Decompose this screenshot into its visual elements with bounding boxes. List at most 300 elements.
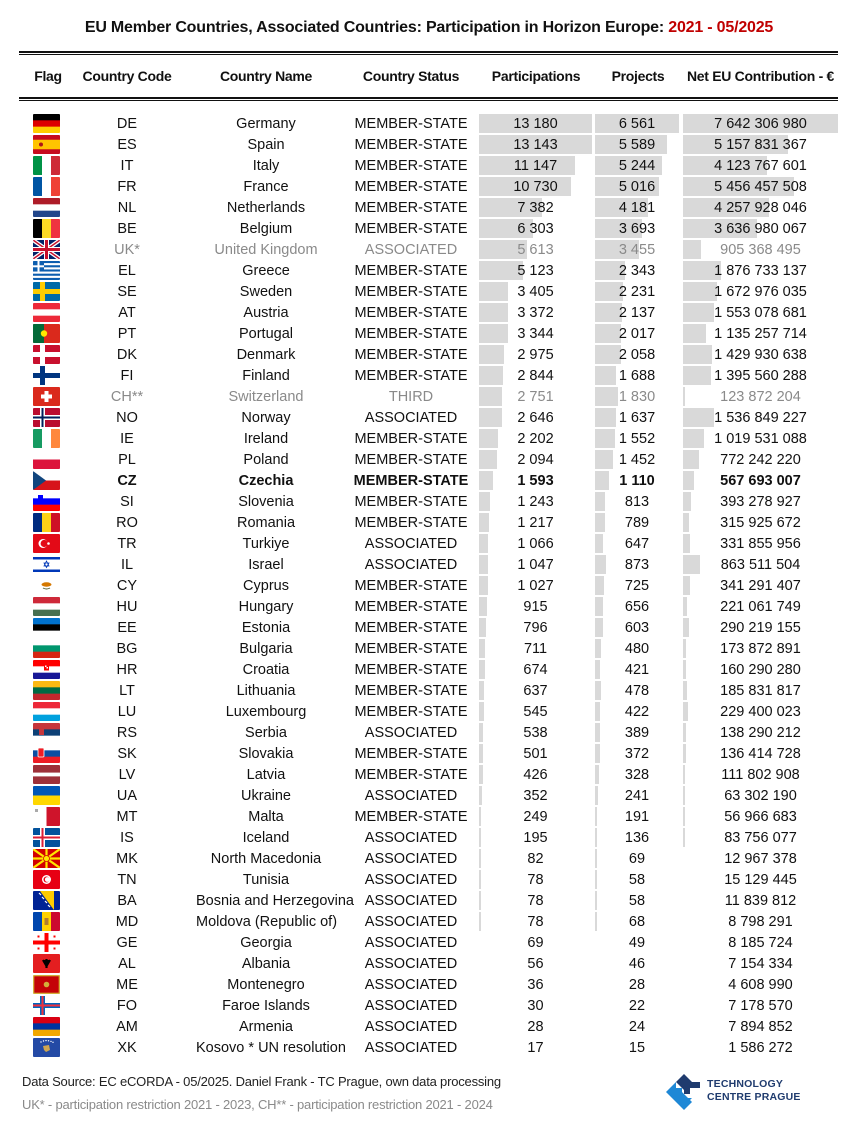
table-row: [0, 281, 858, 302]
contribution-value: 15 129 445: [724, 872, 797, 888]
country-code: AL: [118, 956, 136, 972]
participations-value: 426: [523, 767, 548, 783]
table-row: [0, 680, 858, 701]
contribution-value: 5 456 457 508: [714, 179, 807, 195]
contribution-value: 1 429 930 638: [714, 347, 807, 363]
table-row: [0, 1037, 858, 1058]
participations-value: 1 047: [517, 557, 554, 573]
contribution-value: 3 636 980 067: [714, 221, 807, 237]
participations-value: 5 123: [517, 263, 554, 279]
contribution-value: 1 536 849 227: [714, 410, 807, 426]
contribution-value: 160 290 280: [720, 662, 801, 678]
table-row: [0, 764, 858, 785]
table-row: [0, 470, 858, 491]
projects-value: 656: [624, 599, 650, 615]
country-code: PT: [117, 326, 137, 342]
flag-icon-me: [33, 975, 60, 994]
contribution-value: 56 966 683: [724, 809, 797, 825]
logo-line-1: TECHNOLOGY: [707, 1078, 784, 1090]
country-code: CH**: [110, 389, 144, 405]
country-code: NL: [117, 200, 137, 216]
participations-value: 195: [523, 830, 548, 846]
projects-value: 4 181: [618, 200, 656, 216]
country-status: MEMBER-STATE: [354, 305, 468, 321]
country-code: TR: [117, 536, 137, 552]
participations-value: 28: [527, 1019, 544, 1035]
participations-value: 78: [527, 914, 544, 930]
flag-icon-dk: [33, 345, 60, 364]
projects-value: 28: [628, 977, 646, 993]
country-status: MEMBER-STATE: [354, 704, 468, 720]
country-name: Malta: [248, 809, 284, 825]
country-code: CY: [116, 578, 138, 594]
table-row: [0, 806, 858, 827]
contribution-value: 772 242 220: [720, 452, 801, 468]
table-row: [0, 638, 858, 659]
country-status: MEMBER-STATE: [354, 809, 468, 825]
participations-value: 6 303: [517, 221, 554, 237]
flag-icon-be: [33, 219, 60, 238]
contribution-value: 5 157 831 367: [714, 137, 807, 153]
country-name: Luxembourg: [225, 704, 307, 720]
country-name: Turkiye: [242, 536, 290, 552]
contribution-value: 12 967 378: [724, 851, 797, 867]
table-row: [0, 239, 858, 260]
country-name: Bulgaria: [239, 641, 293, 657]
table-row: [0, 701, 858, 722]
projects-value: 3 693: [618, 221, 656, 237]
contribution-value: 341 291 407: [720, 578, 801, 594]
projects-value: 2 137: [618, 305, 656, 321]
country-status: ASSOCIATED: [364, 935, 458, 951]
table-row: [0, 365, 858, 386]
flag-icon-md: [33, 912, 60, 931]
participations-value: 545: [523, 704, 548, 720]
table-row: [0, 197, 858, 218]
country-status: MEMBER-STATE: [354, 431, 468, 447]
projects-value: 24: [628, 1019, 646, 1035]
country-status: MEMBER-STATE: [354, 599, 468, 615]
country-code: SI: [120, 494, 134, 510]
projects-value: 389: [624, 725, 650, 741]
flag-icon-is: [33, 828, 60, 847]
country-code: PL: [118, 452, 136, 468]
participations-value: 78: [527, 872, 544, 888]
flag-icon-fi: [33, 366, 60, 385]
participations-value: 10 730: [513, 179, 558, 195]
country-name: Portugal: [238, 326, 293, 342]
projects-value: 725: [624, 578, 650, 594]
table-row: [0, 848, 858, 869]
country-code: EE: [117, 620, 137, 636]
participations-value: 2 202: [517, 431, 554, 447]
participations-value: 915: [523, 599, 548, 615]
column-header-code: Country Code: [82, 68, 172, 84]
table-row: [0, 155, 858, 176]
country-status: ASSOCIATED: [364, 1019, 458, 1035]
country-name: Sweden: [239, 284, 293, 300]
country-code: FR: [117, 179, 137, 195]
data-source-note: Data Source: EC eCORDA - 05/2025. Daniel Frank - TC Prague, own data processing: [22, 1074, 501, 1089]
country-code: BE: [117, 221, 137, 237]
table-row: [0, 407, 858, 428]
country-status: MEMBER-STATE: [354, 662, 468, 678]
flag-icon-lu: [33, 702, 60, 721]
projects-value: 2 343: [618, 263, 656, 279]
header-top-rule: [19, 51, 838, 53]
projects-value: 6 561: [618, 116, 656, 132]
country-status: ASSOCIATED: [364, 410, 458, 426]
projects-value: 136: [624, 830, 650, 846]
country-name: Switzerland: [228, 389, 304, 405]
country-name: United Kingdom: [214, 242, 318, 258]
projects-value: 49: [628, 935, 646, 951]
flag-icon-il: [33, 555, 60, 574]
country-name: France: [243, 179, 289, 195]
participations-value: 796: [523, 620, 548, 636]
participations-value: 249: [523, 809, 548, 825]
contribution-value: 7 894 852: [728, 1019, 793, 1035]
flag-icon-mk: [33, 849, 60, 868]
country-status: MEMBER-STATE: [354, 200, 468, 216]
country-status: MEMBER-STATE: [354, 683, 468, 699]
table-row: [0, 512, 858, 533]
country-name: Netherlands: [226, 200, 306, 216]
contribution-value: 4 257 928 046: [714, 200, 807, 216]
flag-icon-sk: [33, 744, 60, 763]
flag-icon-bg: [33, 639, 60, 658]
country-code: IL: [120, 557, 134, 573]
country-status: MEMBER-STATE: [354, 326, 468, 342]
participations-value: 352: [523, 788, 548, 804]
projects-value: 480: [624, 641, 650, 657]
country-status: MEMBER-STATE: [354, 221, 468, 237]
contribution-value: 4 608 990: [728, 977, 793, 993]
participations-value: 3 372: [517, 305, 554, 321]
contribution-value: 221 061 749: [720, 599, 801, 615]
country-table: [0, 113, 858, 1058]
country-code: MD: [115, 914, 139, 930]
contribution-value: 7 178 570: [728, 998, 793, 1014]
column-header-contribution: Net EU Contribution - €: [686, 68, 835, 84]
participations-value: 7 382: [517, 200, 554, 216]
country-name: Romania: [236, 515, 296, 531]
country-status: MEMBER-STATE: [354, 641, 468, 657]
country-name: Moldova (Republic of): [196, 914, 338, 930]
country-code: RO: [116, 515, 138, 531]
country-code: GE: [116, 935, 138, 951]
contribution-value: 1 553 078 681: [714, 305, 807, 321]
table-row: [0, 113, 858, 134]
flag-icon-mt: [33, 807, 60, 826]
header-top-rule-thin: [19, 54, 838, 55]
participations-value: 11 147: [513, 158, 558, 174]
contribution-value: 1 395 560 288: [714, 368, 807, 384]
country-code: HR: [116, 662, 138, 678]
contribution-value: 393 278 927: [720, 494, 801, 510]
country-code: IS: [120, 830, 134, 846]
participations-value: 674: [523, 662, 548, 678]
country-code: SK: [117, 746, 137, 762]
country-code: EL: [118, 263, 136, 279]
projects-value: 2 058: [618, 347, 656, 363]
country-status: MEMBER-STATE: [354, 767, 468, 783]
country-code: LT: [119, 683, 135, 699]
flag-icon-ba: [33, 891, 60, 910]
participations-value: 2 094: [517, 452, 554, 468]
country-status: ASSOCIATED: [364, 536, 458, 552]
country-status: ASSOCIATED: [364, 998, 458, 1014]
table-row: [0, 974, 858, 995]
table-row: [0, 869, 858, 890]
table-row: [0, 659, 858, 680]
participations-value: 3 344: [517, 326, 554, 342]
contribution-value: 315 925 672: [720, 515, 801, 531]
table-row: [0, 722, 858, 743]
title-period: 2021 - 05/2025: [668, 19, 774, 36]
table-row: [0, 134, 858, 155]
country-code: IT: [120, 158, 134, 174]
table-row: [0, 1016, 858, 1037]
country-name: Serbia: [245, 725, 287, 741]
participations-value: 78: [527, 893, 544, 909]
flag-icon-pt: [33, 324, 60, 343]
flag-icon-el: [33, 261, 60, 280]
country-code: NO: [116, 410, 138, 426]
country-status: MEMBER-STATE: [354, 452, 468, 468]
participations-value: 69: [527, 935, 544, 951]
column-header-status: Country Status: [362, 68, 460, 84]
participations-value: 30: [527, 998, 544, 1014]
contribution-value: 567 693 007: [720, 473, 801, 489]
table-row: [0, 932, 858, 953]
country-name: Norway: [241, 410, 291, 426]
table-row: [0, 953, 858, 974]
country-code: BG: [116, 641, 138, 657]
country-status: ASSOCIATED: [364, 851, 458, 867]
country-name: Belgium: [239, 221, 293, 237]
country-name: Tunisia: [242, 872, 290, 888]
country-code: FO: [116, 998, 138, 1014]
country-name: Germany: [236, 116, 296, 132]
country-status: ASSOCIATED: [364, 557, 458, 573]
table-row: [0, 428, 858, 449]
participations-value: 637: [523, 683, 548, 699]
participations-value: 2 751: [517, 389, 554, 405]
country-name: Bosnia and Herzegovina: [196, 893, 354, 909]
projects-value: 1 110: [619, 473, 655, 489]
flag-icon-ua: [33, 786, 60, 805]
flag-icon-se: [33, 282, 60, 301]
country-code: IE: [120, 431, 134, 447]
country-name: Cyprus: [243, 578, 289, 594]
restriction-note: UK* - participation restriction 2021 - 2023, CH** - participation restriction 2021 - 2024: [22, 1097, 493, 1112]
flag-icon-cy: [33, 576, 60, 595]
contribution-value: 1 876 733 137: [714, 263, 807, 279]
country-name: Poland: [243, 452, 289, 468]
projects-value: 1 688: [618, 368, 656, 384]
column-header-name: Country Name: [219, 68, 313, 84]
projects-value: 2 017: [618, 326, 656, 342]
flag-icon-rs: [33, 723, 60, 742]
flag-icon-fr: [33, 177, 60, 196]
flag-icon-it: [33, 156, 60, 175]
country-code: CZ: [117, 473, 137, 489]
contribution-value: 83 756 077: [724, 830, 797, 846]
flag-icon-ch: [33, 387, 60, 406]
participations-value: 1 593: [517, 473, 554, 489]
table-row: [0, 890, 858, 911]
flag-icon-hu: [33, 597, 60, 616]
table-row: [0, 554, 858, 575]
country-code: DE: [116, 116, 138, 132]
country-code: UK*: [114, 242, 140, 258]
country-name: Georgia: [240, 935, 292, 951]
projects-value: 421: [624, 662, 650, 678]
flag-icon-cz: [33, 471, 60, 490]
country-status: MEMBER-STATE: [354, 746, 468, 762]
participations-value: 13 180: [513, 116, 558, 132]
table-row: [0, 449, 858, 470]
flag-icon-fo: [33, 996, 60, 1015]
country-status: MEMBER-STATE: [354, 347, 468, 363]
country-status: ASSOCIATED: [364, 872, 458, 888]
country-name: Finland: [242, 368, 290, 384]
participations-value: 2 646: [517, 410, 554, 426]
contribution-value: 185 831 817: [720, 683, 801, 699]
flag-icon-ro: [33, 513, 60, 532]
flag-icon-pl: [33, 450, 60, 469]
country-name: Italy: [252, 158, 280, 174]
country-code: TN: [117, 872, 137, 888]
table-row: [0, 386, 858, 407]
projects-value: 191: [624, 809, 650, 825]
contribution-value: 138 290 212: [720, 725, 801, 741]
contribution-value: 173 872 891: [720, 641, 801, 657]
country-name: Albania: [241, 956, 291, 972]
table-row: [0, 218, 858, 239]
flag-icon-ie: [33, 429, 60, 448]
column-header-participations: Participations: [491, 68, 581, 84]
country-status: MEMBER-STATE: [354, 620, 468, 636]
flag-icon-lv: [33, 765, 60, 784]
country-code: DK: [116, 347, 138, 363]
table-row: [0, 323, 858, 344]
flag-icon-ge: [33, 933, 60, 952]
projects-value: 2 231: [618, 284, 656, 300]
country-name: Ireland: [243, 431, 289, 447]
projects-value: 873: [624, 557, 650, 573]
country-status: ASSOCIATED: [364, 977, 458, 993]
projects-value: 58: [628, 872, 646, 888]
contribution-value: 7 154 334: [728, 956, 793, 972]
flag-icon-nl: [33, 198, 60, 217]
country-name: Hungary: [238, 599, 294, 615]
page-title: [0, 19, 858, 37]
country-code: AT: [118, 305, 136, 321]
country-code: XK: [117, 1040, 137, 1056]
projects-value: 1 552: [618, 431, 656, 447]
table-row: [0, 995, 858, 1016]
projects-value: 15: [628, 1040, 646, 1056]
country-name: Lithuania: [236, 683, 296, 699]
contribution-value: 4 123 767 601: [714, 158, 807, 174]
column-header-projects: Projects: [611, 68, 665, 84]
table-row: [0, 491, 858, 512]
participations-value: 1 066: [517, 536, 554, 552]
table-row: [0, 911, 858, 932]
country-code: MT: [116, 809, 138, 825]
contribution-value: 863 511 504: [720, 557, 801, 573]
country-status: ASSOCIATED: [364, 830, 458, 846]
country-name: North Macedonia: [210, 851, 322, 867]
contribution-value: 111 802 908: [721, 767, 800, 783]
projects-value: 241: [624, 788, 650, 804]
country-status: MEMBER-STATE: [354, 515, 468, 531]
projects-value: 328: [624, 767, 650, 783]
participations-value: 2 975: [517, 347, 554, 363]
country-code: BA: [117, 893, 137, 909]
projects-value: 5 016: [618, 179, 656, 195]
contribution-value: 290 219 155: [720, 620, 801, 636]
table-row: [0, 260, 858, 281]
projects-value: 647: [624, 536, 650, 552]
flag-icon-tn: [33, 870, 60, 889]
country-code: HU: [116, 599, 138, 615]
logo-line-2: CENTRE PRAGUE: [707, 1091, 801, 1103]
country-status: MEMBER-STATE: [354, 263, 468, 279]
projects-value: 789: [624, 515, 650, 531]
country-status: MEMBER-STATE: [354, 494, 468, 510]
tc-prague-logo: [664, 1072, 814, 1112]
projects-value: 68: [628, 914, 646, 930]
projects-value: 478: [624, 683, 650, 699]
country-code: LU: [117, 704, 137, 720]
country-status: MEMBER-STATE: [354, 368, 468, 384]
country-code: RS: [116, 725, 138, 741]
flag-icon-es: [33, 135, 60, 154]
projects-value: 603: [624, 620, 650, 636]
country-status: ASSOCIATED: [364, 956, 458, 972]
country-name: Montenegro: [227, 977, 305, 993]
contribution-value: 11 839 812: [724, 893, 797, 909]
participations-value: 3 405: [517, 284, 554, 300]
projects-value: 69: [628, 851, 646, 867]
country-code: UA: [116, 788, 138, 804]
projects-value: 5 589: [618, 137, 656, 153]
title-main: EU Member Countries, Associated Countries: Participation in Horizon Europe:: [84, 19, 669, 36]
contribution-value: 7 642 306 980: [714, 116, 807, 132]
participations-value: 17: [527, 1040, 544, 1056]
flag-icon-tr: [33, 534, 60, 553]
projects-value: 372: [624, 746, 650, 762]
country-name: Greece: [242, 263, 290, 279]
contribution-value: 136 414 728: [720, 746, 801, 762]
contribution-value: 1 586 272: [728, 1040, 793, 1056]
contribution-value: 229 400 023: [720, 704, 801, 720]
projects-value: 58: [628, 893, 646, 909]
contribution-value: 8 185 724: [728, 935, 793, 951]
country-status: THIRD: [388, 389, 434, 405]
country-status: MEMBER-STATE: [354, 179, 468, 195]
country-status: MEMBER-STATE: [354, 284, 468, 300]
flag-icon-at: [33, 303, 60, 322]
flag-icon-lt: [33, 681, 60, 700]
country-status: ASSOCIATED: [364, 788, 458, 804]
table-row: [0, 344, 858, 365]
table-row: [0, 533, 858, 554]
country-name: Denmark: [236, 347, 296, 363]
